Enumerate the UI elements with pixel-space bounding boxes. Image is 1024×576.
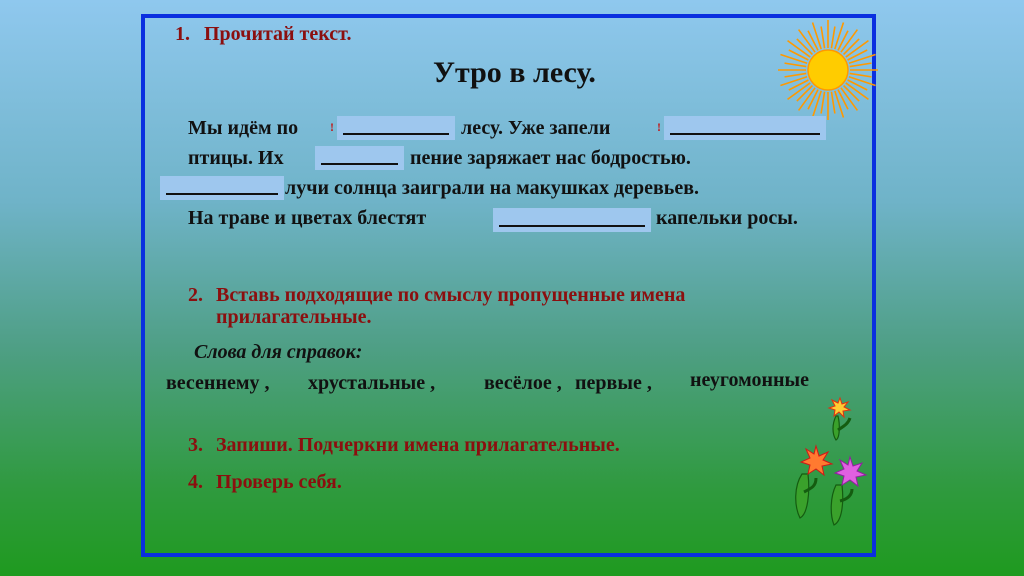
- story-line4-end: капельки росы.: [656, 207, 798, 229]
- blank-line: [343, 133, 449, 135]
- story-line1-end: лесу. Уже запели: [461, 117, 611, 139]
- blank-line: [499, 225, 645, 227]
- hint-word-2: хрустальные ,: [308, 372, 436, 394]
- sun-ray: [785, 73, 807, 76]
- sun-ray: [821, 92, 824, 114]
- sun-ray: [849, 77, 876, 86]
- hint-word-5: неугомонные: [690, 369, 810, 391]
- sun-ray: [835, 22, 844, 49]
- blank-marker: !: [330, 120, 334, 134]
- hint-word-3: весёлое ,: [484, 372, 562, 394]
- sun-ray: [813, 91, 822, 118]
- sun-ray: [821, 27, 824, 49]
- story-line2-end: пение заряжает нас бодростью.: [410, 147, 691, 169]
- blank-1[interactable]: [330, 116, 455, 140]
- blank-3[interactable]: [315, 146, 404, 170]
- task3-number: 3.: [188, 434, 203, 456]
- story-line2-start: птицы. Их: [188, 147, 284, 169]
- blank-line: [321, 163, 398, 165]
- sun-ray: [850, 73, 872, 76]
- blank-marker: !: [657, 120, 661, 134]
- sun-ray: [785, 63, 807, 66]
- hint-word-4: первые ,: [575, 372, 652, 394]
- sun-ray: [780, 55, 807, 64]
- sun-ray: [835, 91, 844, 118]
- hint-word-1: весеннему ,: [166, 372, 270, 394]
- sun-ray: [849, 55, 876, 64]
- sun-ray: [831, 27, 834, 49]
- cactus-flower-icon: [822, 455, 872, 530]
- task3-text: Запиши. Подчеркни имена прилагательные.: [216, 434, 620, 456]
- sun-ray: [813, 22, 822, 49]
- blank-line: [670, 133, 820, 135]
- blank-line: [166, 193, 278, 195]
- cactus-flower-icon: [818, 394, 858, 444]
- hint-label: Слова для справок:: [194, 341, 363, 363]
- task4-number: 4.: [188, 471, 203, 493]
- task2-line1: Вставь подходящие по смыслу пропущенные имена: [216, 284, 686, 306]
- task4-text: Проверь себя.: [216, 471, 342, 493]
- story-title: Утро в лесу.: [433, 56, 596, 89]
- sun-ray: [850, 63, 872, 66]
- sun-icon: [776, 18, 880, 122]
- task1-number: 1.: [175, 23, 190, 45]
- sun-ray: [780, 77, 807, 86]
- task1-text: Прочитай текст.: [204, 23, 352, 45]
- story-line1-start: Мы идём по: [188, 117, 299, 139]
- task2-line2: прилагательные.: [216, 306, 372, 328]
- sun-ray: [831, 92, 834, 114]
- blank-4[interactable]: [160, 176, 284, 200]
- story-line3: лучи солнца заиграли на макушках деревьев.: [285, 177, 699, 199]
- blank-5[interactable]: [493, 208, 651, 232]
- blank-2[interactable]: [657, 116, 826, 140]
- story-line4-start: На траве и цветах блестят: [188, 207, 427, 229]
- task2-number: 2.: [188, 284, 203, 306]
